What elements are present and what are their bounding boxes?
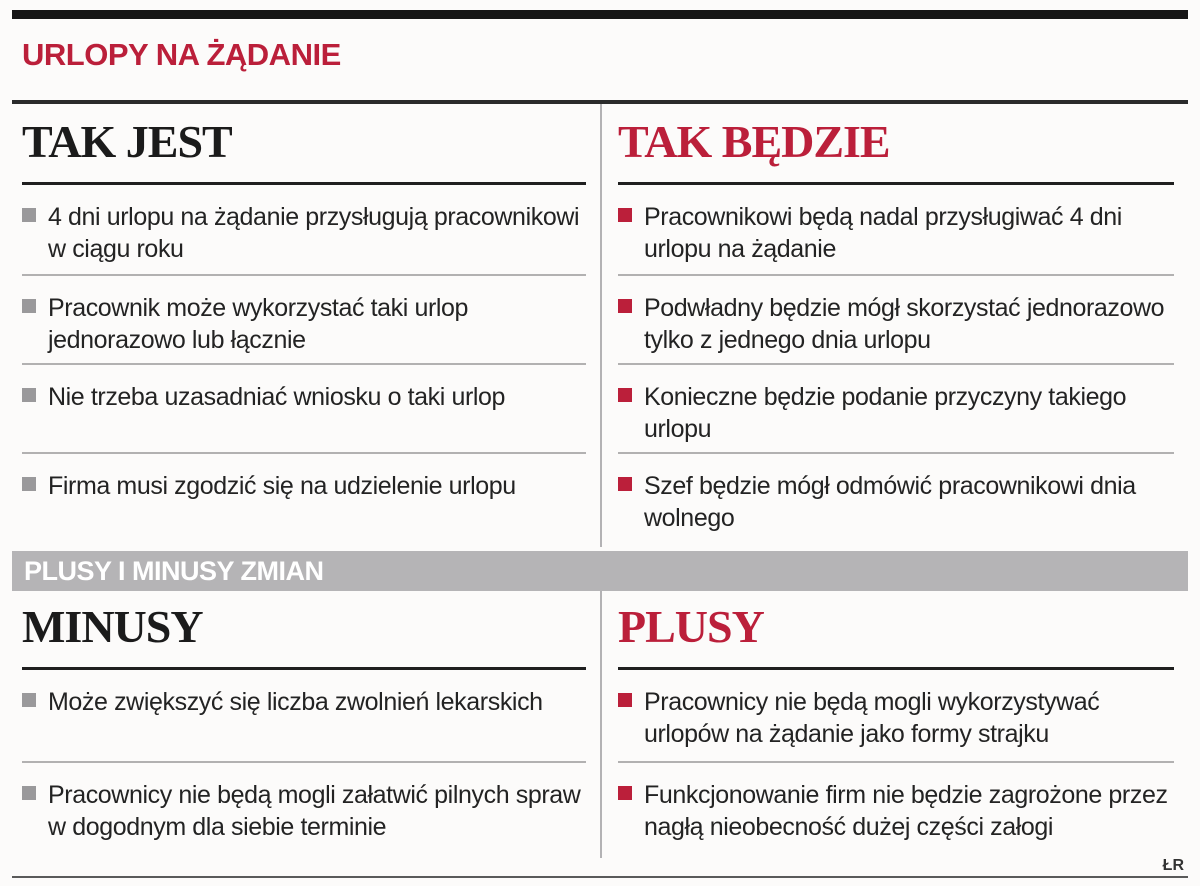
column-heading-tak-bedzie: TAK BĘDZIE [618,116,890,167]
column-heading-minusy: MINUSY [22,601,203,652]
list-item [618,670,1174,761]
list-item-text: Podwładny będzie mógł skorzystać jednorazowo tylko z jednego dnia urlopu [644,294,1165,354]
list-item [22,452,586,541]
list-item-text: Może zwiększyć się liczba zwolnień lekarskich [48,688,543,716]
page-title: URLOPY NA ŻĄDANIE [22,37,341,72]
list-item [618,363,1174,452]
column-minusy [12,591,600,858]
list-item-text: Szef będzie mógł odmówić pracownikowi dnia wolnego [644,472,1136,532]
list-item-text: Pracownik może wykorzystać taki urlop jednorazowo lub łącznie [48,294,469,354]
list-item-text: Konieczne będzie podanie przyczyny takiego urlopu [644,383,1127,443]
section-band-plusy-i-minusy [12,551,1188,591]
list-item [618,452,1174,541]
list-item-text: Nie trzeba uzasadniać wniosku o taki urlop [48,383,506,411]
list-item-text: 4 dni urlopu na żądanie przysługują pracownikowi w ciągu roku [48,203,580,263]
square-bullet-icon [618,208,632,222]
square-bullet-icon [22,208,36,222]
list-item [618,274,1174,363]
list-item-text: Pracownicy nie będą mogli wykorzystywać urlopów na żądanie jako formy strajku [644,688,1100,748]
section-plusy-minusy [12,591,1188,858]
bullet-list-tak-bedzie [618,185,1174,541]
section-band-label: PLUSY I MINUSY ZMIAN [24,556,324,586]
square-bullet-icon [22,299,36,313]
column-tak-jest [12,104,600,547]
top-rule [12,10,1188,19]
section-current-vs-future [12,104,1188,547]
list-item [618,761,1174,852]
square-bullet-icon [618,388,632,402]
square-bullet-icon [22,693,36,707]
bullet-list-tak-jest [22,185,586,541]
square-bullet-icon [618,477,632,491]
square-bullet-icon [22,388,36,402]
column-heading-tak-jest: TAK JEST [22,116,232,167]
list-item-text: Pracownicy nie będą mogli załatwić pilnych spraw w dogodnym dla siebie terminie [48,781,581,841]
square-bullet-icon [618,786,632,800]
bullet-list-plusy [618,670,1174,852]
list-item-text: Firma musi zgodzić się na udzielenie urlopu [48,472,516,500]
list-item [22,274,586,363]
square-bullet-icon [22,477,36,491]
list-item-text: Pracownikowi będą nadal przysługiwać 4 dni urlopu na żądanie [644,203,1122,263]
square-bullet-icon [618,299,632,313]
list-item [22,670,586,761]
column-heading-plusy: PLUSY [618,601,764,652]
bottom-rule [12,876,1188,878]
list-item [22,363,586,452]
list-item [22,761,586,852]
column-tak-bedzie [600,104,1188,547]
list-item [618,185,1174,274]
list-item [22,185,586,274]
square-bullet-icon [22,786,36,800]
credit: ŁR [1162,857,1184,874]
bullet-list-minusy [22,670,586,852]
list-item-text: Funkcjonowanie firm nie będzie zagrożone przez nagłą nieobecność dużej części załogi [644,781,1168,841]
square-bullet-icon [618,693,632,707]
column-plusy [600,591,1188,858]
